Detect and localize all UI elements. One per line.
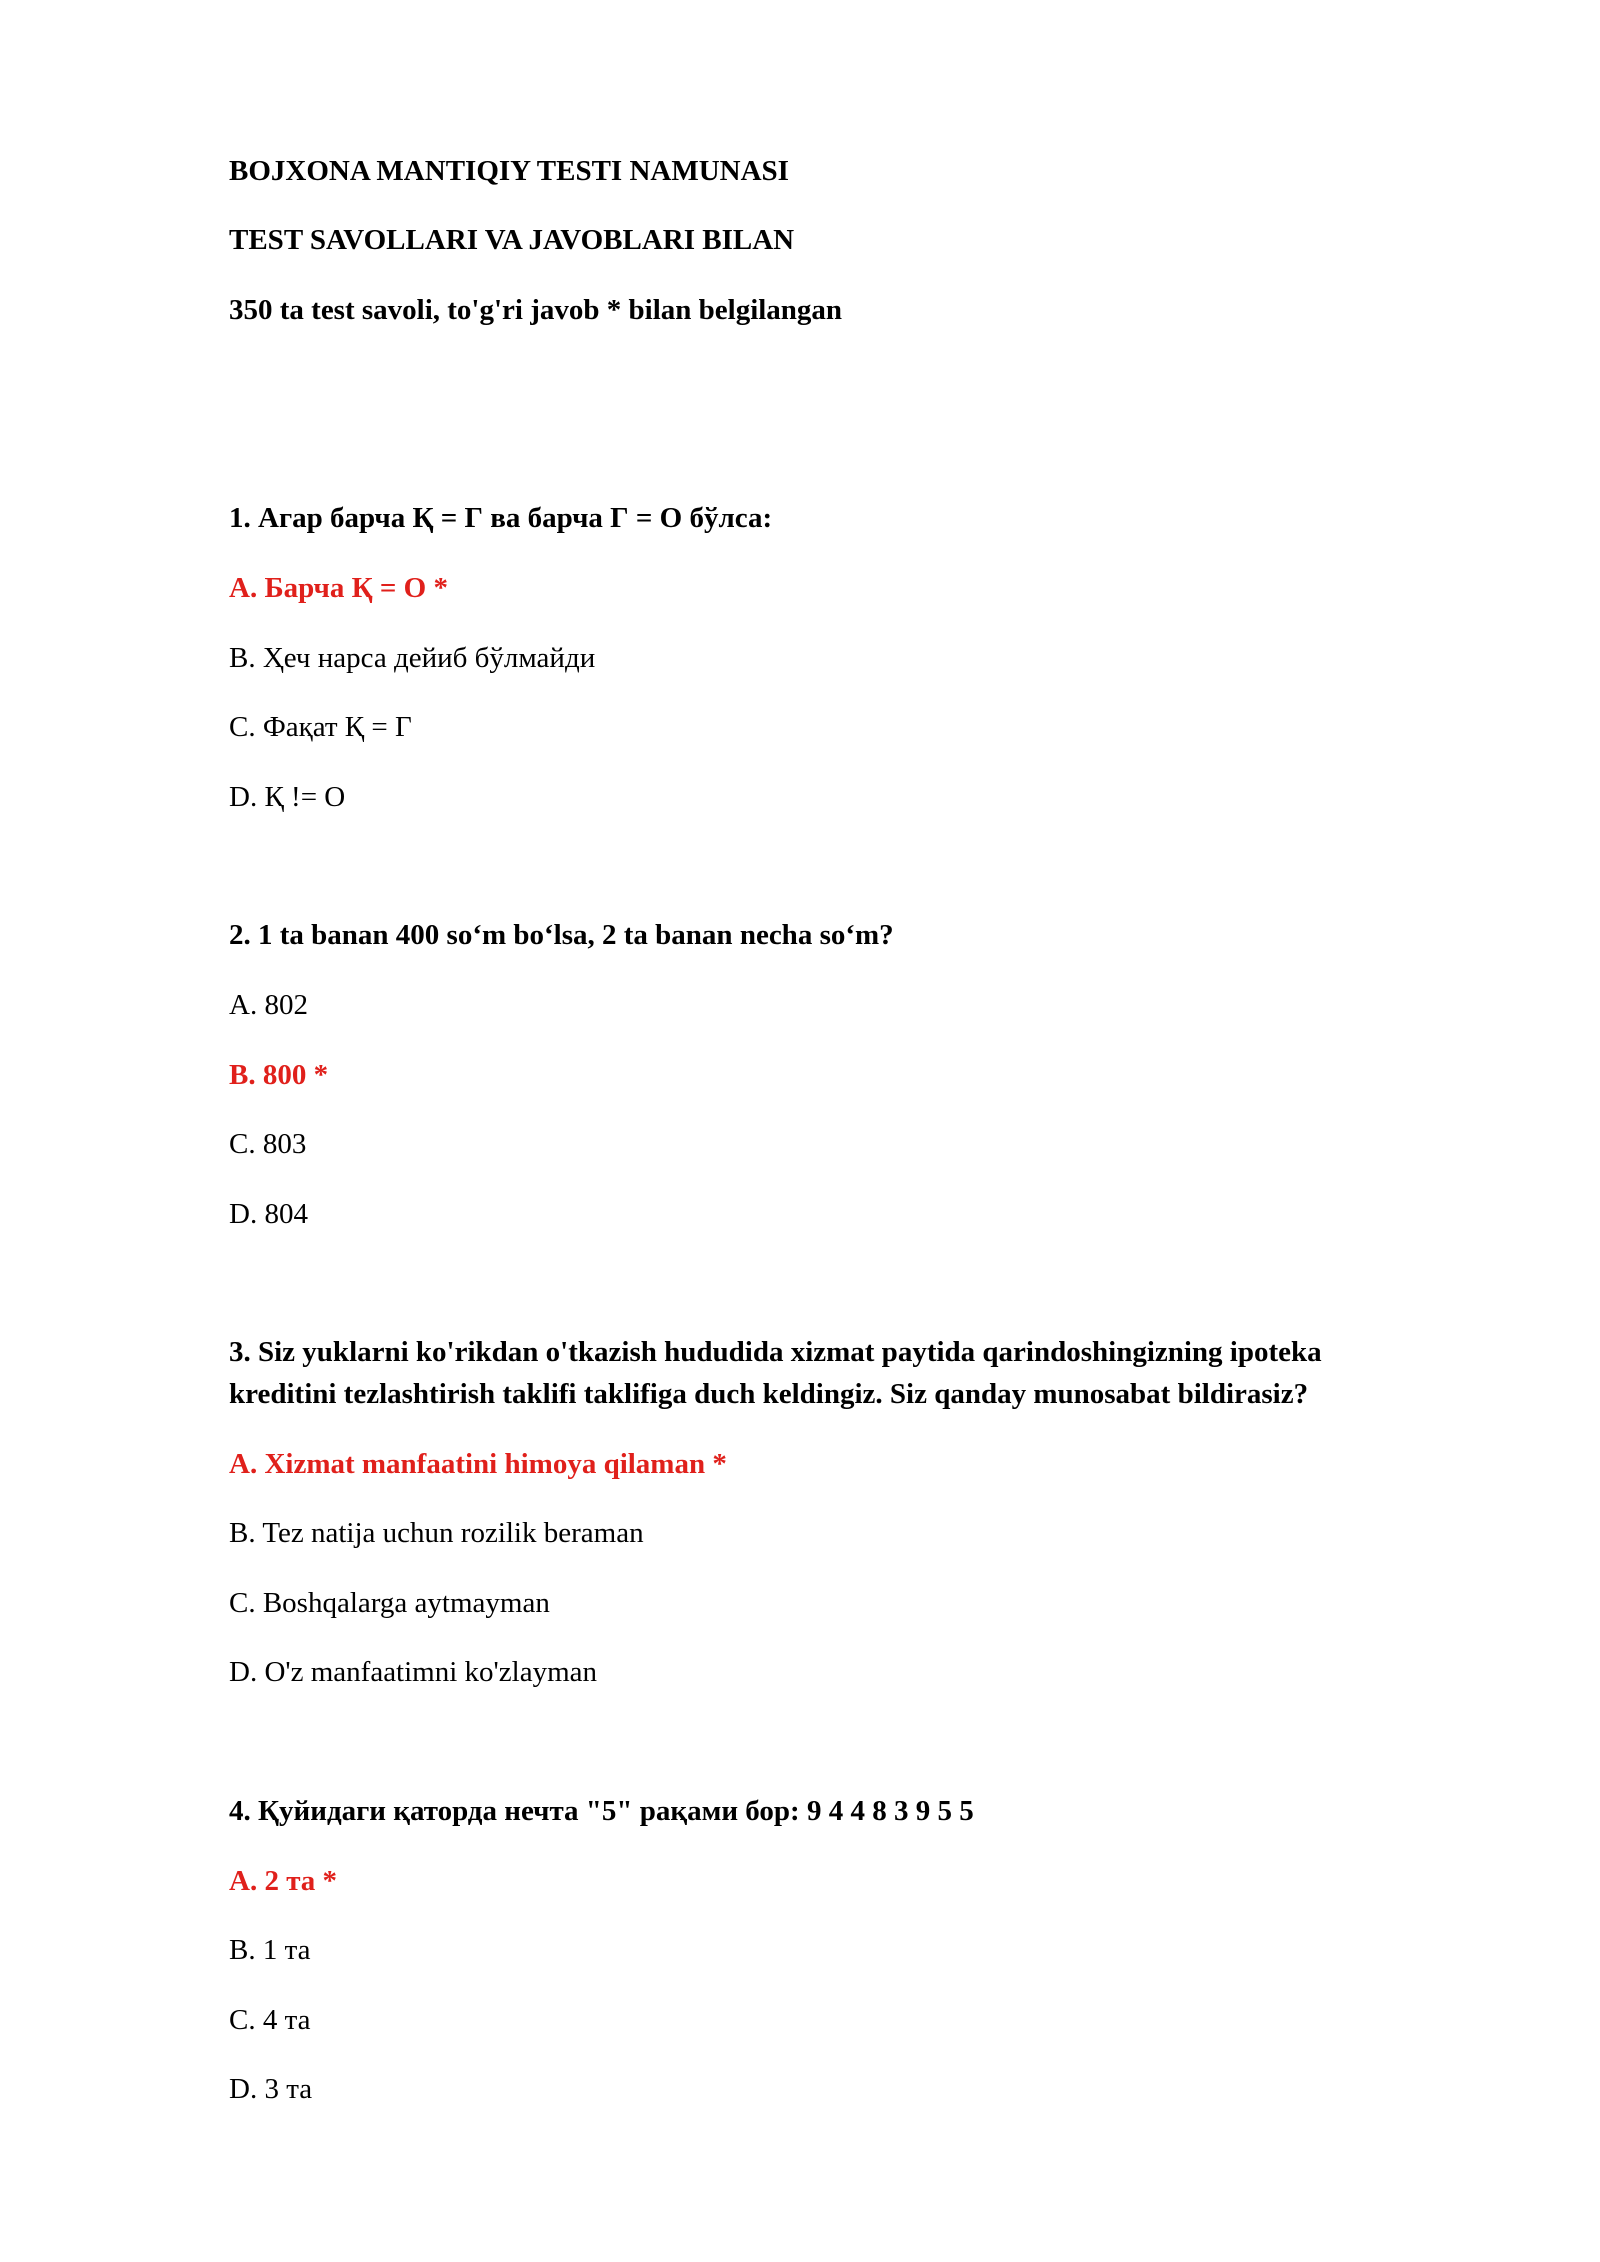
question-1-text: 1. Агар барча Қ = Г ва барча Г = О бўлса: xyxy=(229,502,773,534)
question-2-text: 2. 1 ta banan 400 so‘m bo‘lsa, 2 ta banan necha so‘m? xyxy=(229,919,894,951)
question-4-option-c: C. 4 та xyxy=(229,2004,311,2036)
question-3-option-a: A. Xizmat manfaatini himoya qilaman * xyxy=(229,1448,727,1480)
question-3-option-c: C. Boshqalarga aytmayman xyxy=(229,1587,550,1619)
question-2-option-d: D. 804 xyxy=(229,1198,308,1230)
question-2-option-b: B. 800 * xyxy=(229,1059,329,1091)
document-note: 350 ta test savoli, to'g'ri javob * bilan belgilangan xyxy=(229,294,843,326)
question-1-option-d: D. Қ != О xyxy=(229,781,346,813)
question-1-option-a: A. Барча Қ = О * xyxy=(229,572,448,604)
question-4-option-b: B. 1 та xyxy=(229,1934,311,1966)
question-2-option-c: C. 803 xyxy=(229,1128,307,1160)
question-4-text: 4. Қуйидаги қаторда нечта "5" рақами бор: 9 4 4 8 3 9 5 5 xyxy=(229,1795,974,1827)
question-3-text-line-2: kreditini tezlashtirish taklifi taklifiga duch keldingiz. Siz qanday munosabat bildirasiz? xyxy=(229,1378,1309,1410)
question-3-option-d: D. O'z manfaatimni ko'zlayman xyxy=(229,1656,597,1688)
question-3-text-line-1: 3. Siz yuklarni ko'rikdan o'tkazish hududida xizmat paytida qarindoshingizning ipoteka xyxy=(229,1336,1322,1368)
question-4-option-a: A. 2 та * xyxy=(229,1865,338,1897)
question-3-option-b: B. Tez natija uchun rozilik beraman xyxy=(229,1517,644,1549)
question-2-option-a: A. 802 xyxy=(229,989,308,1021)
question-1-option-c: C. Фақат Қ = Г xyxy=(229,711,412,743)
document-subtitle: TEST SAVOLLARI VA JAVOBLARI BILAN xyxy=(229,224,795,256)
document-title: BOJXONA MANTIQIY TESTI NAMUNASI xyxy=(229,155,789,187)
question-4-option-d: D. 3 та xyxy=(229,2073,313,2105)
question-1-option-b: B. Ҳеч нарса дейиб бўлмайди xyxy=(229,642,596,674)
